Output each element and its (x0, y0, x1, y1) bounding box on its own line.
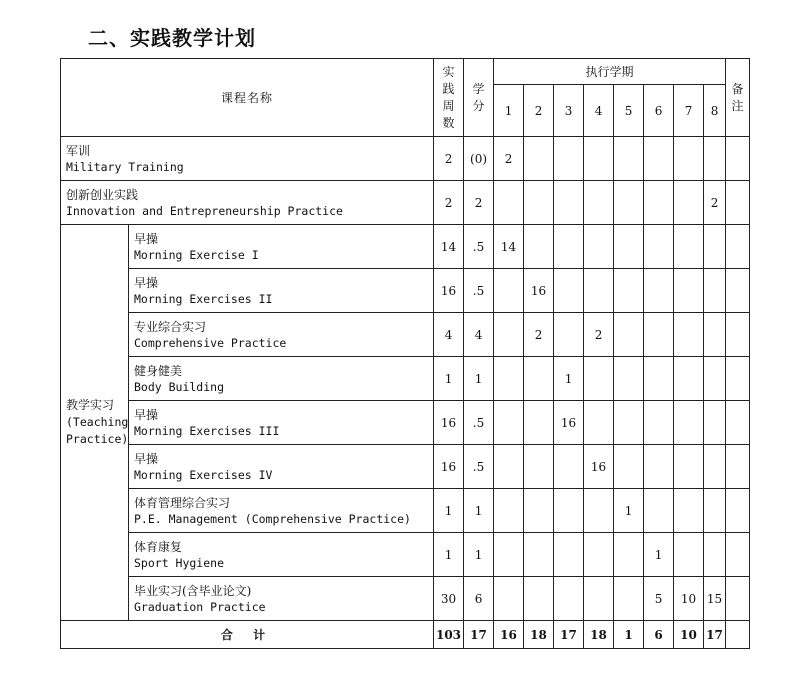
semester-cell (584, 489, 614, 533)
weeks-cell: 14 (434, 225, 464, 269)
weeks-cell: 1 (434, 533, 464, 577)
total-semester-cell: 17 (704, 621, 726, 649)
remarks-cell (726, 313, 750, 357)
semester-cell: 16 (584, 445, 614, 489)
group-label-cell: 教学实习 (Teaching Practice) (61, 225, 129, 621)
course-name-cell: 体育康复 Sport Hygiene (129, 533, 434, 577)
semester-cell (584, 269, 614, 313)
header-remarks: 备 注 (726, 59, 750, 137)
semester-cell: 1 (554, 357, 584, 401)
semester-cell (704, 533, 726, 577)
credits-cell: 1 (464, 357, 494, 401)
course-name-cell: 体育管理综合实习 P.E. Management (Comprehensive Practice) (129, 489, 434, 533)
weeks-cell: 1 (434, 489, 464, 533)
remarks-cell (726, 137, 750, 181)
weeks-cell: 4 (434, 313, 464, 357)
table-row (61, 577, 750, 621)
semester-cell (554, 445, 584, 489)
semester-cell (554, 137, 584, 181)
semester-cell (674, 489, 704, 533)
semester-cell (494, 269, 524, 313)
semester-cell: 2 (584, 313, 614, 357)
semester-cell (494, 445, 524, 489)
semester-cell (584, 225, 614, 269)
semester-header: 5 (614, 85, 644, 137)
semester-cell: 5 (644, 577, 674, 621)
table-row (61, 269, 750, 313)
credits-cell: 2 (464, 181, 494, 225)
total-semester-cell: 16 (494, 621, 524, 649)
semester-cell: 2 (704, 181, 726, 225)
remarks-cell (726, 621, 750, 649)
table-row (61, 445, 750, 489)
semester-cell (614, 137, 644, 181)
semester-header: 4 (584, 85, 614, 137)
semester-cell (494, 313, 524, 357)
credits-cell: 1 (464, 489, 494, 533)
semester-cell (704, 225, 726, 269)
semester-cell (704, 489, 726, 533)
semester-cell (524, 489, 554, 533)
remarks-cell (726, 357, 750, 401)
table-row (61, 401, 750, 445)
credits-cell: .5 (464, 225, 494, 269)
credits-cell: 6 (464, 577, 494, 621)
weeks-cell: 16 (434, 445, 464, 489)
semester-cell: 16 (554, 401, 584, 445)
credits-cell: (0) (464, 137, 494, 181)
credits-cell: .5 (464, 269, 494, 313)
table-row (61, 181, 750, 225)
course-name-cell: 早操 Morning Exercises III (129, 401, 434, 445)
table-row (61, 357, 750, 401)
total-semester-cell: 6 (644, 621, 674, 649)
table-row (61, 137, 750, 181)
semester-cell (674, 225, 704, 269)
semester-cell (614, 225, 644, 269)
semester-cell (674, 445, 704, 489)
total-row (61, 621, 750, 649)
header-credits: 学 分 (464, 59, 494, 137)
practice-plan-table (60, 58, 750, 649)
table-row (61, 489, 750, 533)
total-weeks-cell: 103 (434, 621, 464, 649)
weeks-cell: 2 (434, 181, 464, 225)
semester-header: 8 (704, 85, 726, 137)
semester-cell (524, 137, 554, 181)
course-name-cell: 创新创业实践 Innovation and Entrepreneurship Practice (61, 181, 434, 225)
weeks-cell: 2 (434, 137, 464, 181)
semester-cell (614, 401, 644, 445)
semester-cell (644, 445, 674, 489)
remarks-cell (726, 533, 750, 577)
semester-cell (674, 181, 704, 225)
semester-cell: 2 (494, 137, 524, 181)
semester-header: 2 (524, 85, 554, 137)
remarks-cell (726, 489, 750, 533)
semester-cell (674, 313, 704, 357)
semester-cell (524, 181, 554, 225)
semester-cell (554, 269, 584, 313)
page-title: 二、实践教学计划 (88, 26, 256, 50)
semester-cell (524, 445, 554, 489)
header-semesters: 执行学期 (494, 59, 726, 85)
remarks-cell (726, 269, 750, 313)
semester-cell: 1 (614, 489, 644, 533)
semester-cell (554, 225, 584, 269)
semester-cell (704, 445, 726, 489)
semester-cell (584, 533, 614, 577)
course-name-cell: 毕业实习(含毕业论文) Graduation Practice (129, 577, 434, 621)
semester-cell (614, 269, 644, 313)
remarks-cell (726, 445, 750, 489)
semester-cell: 14 (494, 225, 524, 269)
semester-cell (704, 137, 726, 181)
total-semester-cell: 18 (584, 621, 614, 649)
course-name-cell: 军训 Military Training (61, 137, 434, 181)
semester-cell (554, 533, 584, 577)
remarks-cell (726, 225, 750, 269)
semester-cell (644, 357, 674, 401)
remarks-cell (726, 401, 750, 445)
total-semester-cell: 10 (674, 621, 704, 649)
semester-cell (614, 577, 644, 621)
semester-cell (644, 181, 674, 225)
semester-cell (614, 181, 644, 225)
semester-cell (524, 225, 554, 269)
table-row (61, 313, 750, 357)
total-semester-cell: 1 (614, 621, 644, 649)
course-name-cell: 早操 Morning Exercises II (129, 269, 434, 313)
credits-cell: .5 (464, 445, 494, 489)
semester-cell (494, 489, 524, 533)
semester-cell (554, 577, 584, 621)
semester-cell (644, 225, 674, 269)
semester-header: 3 (554, 85, 584, 137)
semester-cell (584, 137, 614, 181)
header-practice-weeks: 实 践 周 数 (434, 59, 464, 137)
semester-cell (614, 357, 644, 401)
remarks-cell (726, 181, 750, 225)
semester-cell (674, 401, 704, 445)
semester-cell (584, 577, 614, 621)
semester-cell (524, 577, 554, 621)
semester-cell (494, 181, 524, 225)
semester-cell (584, 401, 614, 445)
semester-cell (494, 357, 524, 401)
semester-cell (674, 533, 704, 577)
semester-cell (704, 269, 726, 313)
semester-cell (614, 313, 644, 357)
total-credits-cell: 17 (464, 621, 494, 649)
semester-cell (674, 357, 704, 401)
course-name-cell: 早操 Morning Exercises IV (129, 445, 434, 489)
credits-cell: .5 (464, 401, 494, 445)
semester-header: 7 (674, 85, 704, 137)
total-label: 合 计 (61, 621, 434, 649)
semester-cell (554, 489, 584, 533)
semester-cell (644, 313, 674, 357)
total-semester-cell: 17 (554, 621, 584, 649)
semester-cell (644, 489, 674, 533)
credits-cell: 1 (464, 533, 494, 577)
semester-cell (644, 137, 674, 181)
semester-cell (644, 401, 674, 445)
semester-cell (644, 269, 674, 313)
semester-cell (674, 269, 704, 313)
semester-cell (524, 357, 554, 401)
semester-cell (614, 445, 644, 489)
semester-cell (614, 533, 644, 577)
semester-cell (584, 357, 614, 401)
semester-cell (704, 401, 726, 445)
semester-header: 1 (494, 85, 524, 137)
semester-cell (524, 401, 554, 445)
course-name-cell: 健身健美 Body Building (129, 357, 434, 401)
semester-cell (674, 137, 704, 181)
semester-cell: 1 (644, 533, 674, 577)
semester-cell (494, 577, 524, 621)
semester-cell (704, 313, 726, 357)
semester-header: 6 (644, 85, 674, 137)
semester-cell (494, 533, 524, 577)
weeks-cell: 1 (434, 357, 464, 401)
course-name-cell: 早操 Morning Exercise I (129, 225, 434, 269)
weeks-cell: 16 (434, 401, 464, 445)
weeks-cell: 16 (434, 269, 464, 313)
semester-cell (494, 401, 524, 445)
semester-cell: 10 (674, 577, 704, 621)
semester-cell (554, 313, 584, 357)
table-row (61, 533, 750, 577)
semester-cell: 16 (524, 269, 554, 313)
semester-cell (524, 533, 554, 577)
weeks-cell: 30 (434, 577, 464, 621)
semester-cell: 15 (704, 577, 726, 621)
course-name-cell: 专业综合实习 Comprehensive Practice (129, 313, 434, 357)
semester-cell: 2 (524, 313, 554, 357)
credits-cell: 4 (464, 313, 494, 357)
table-row (61, 225, 750, 269)
semester-cell (704, 357, 726, 401)
semester-cell (584, 181, 614, 225)
semester-cell (554, 181, 584, 225)
remarks-cell (726, 577, 750, 621)
total-semester-cell: 18 (524, 621, 554, 649)
header-course-name: 课程名称 (61, 59, 434, 137)
